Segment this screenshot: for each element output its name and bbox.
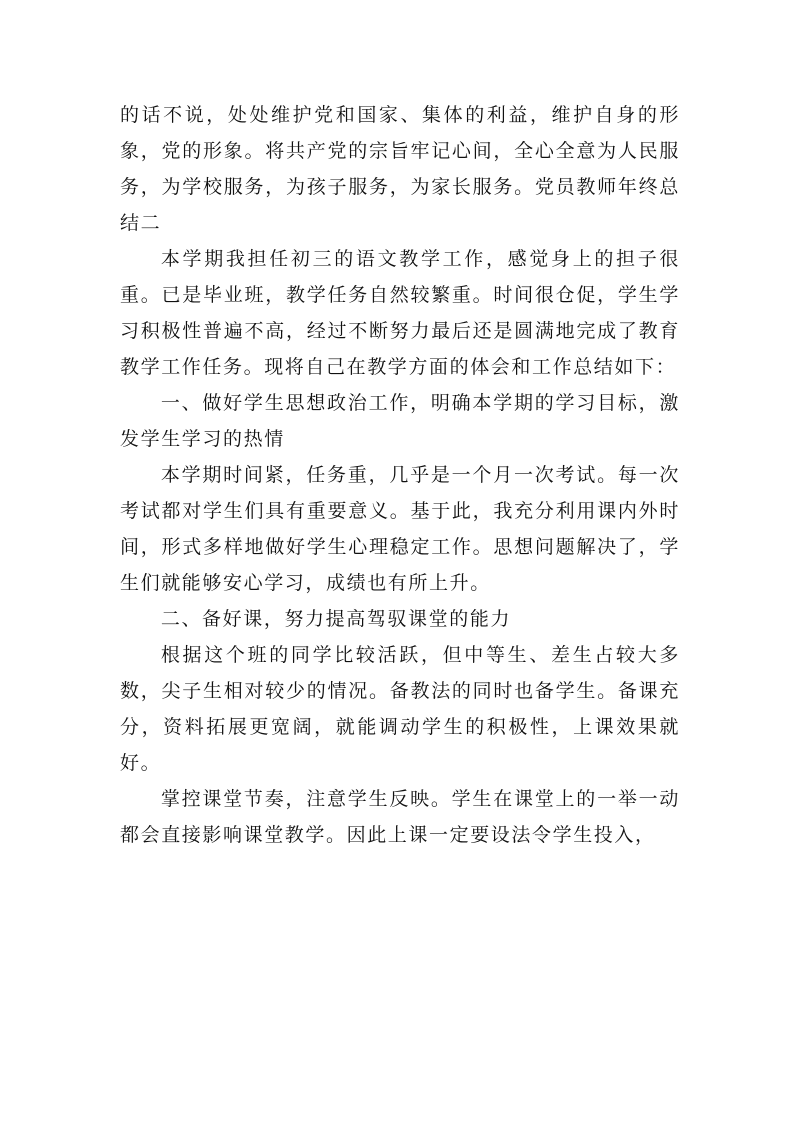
section-heading-1: 一、做好学生思想政治工作，明确本学期的学习目标，激发学生学习的热情 (120, 392, 680, 450)
document-body (120, 97, 680, 853)
paragraph-3: 本学期时间紧，任务重，几乎是一个月一次考试。每一次考试都对学生们具有重要意义。基于此，我充分利用课内外时间，形式多样地做好学生心理稳定工作。思想问题解决了，学生们就能够安心学习，成绩也有所上升。 (120, 464, 680, 594)
paragraph-4: 根据这个班的同学比较活跃，但中等生、差生占较大多数，尖子生相对较少的情况。备教法的同时也备学生。备课充分，资料拓展更宽阔，就能调动学生的积极性，上课效果就好。 (120, 644, 680, 774)
paragraph-1: 的话不说，处处维护党和国家、集体的利益，维护自身的形象，党的形象。将共产党的宗旨牢记心间，全心全意为人民服务，为学校服务，为孩子服务，为家长服务。党员教师年终总结二 (120, 104, 680, 234)
section-heading-2: 二、备好课，努力提高驾驭课堂的能力 (160, 608, 512, 630)
paragraph-5: 掌控课堂节奏，注意学生反映。学生在课堂上的一举一动都会直接影响课堂教学。因此上课一定要设法令学生投入， (120, 788, 680, 846)
paragraph-2: 本学期我担任初三的语文教学工作，感觉身上的担子很重。已是毕业班，教学任务自然较繁重。时间很仓促，学生学习积极性普遍不高，经过不断努力最后还是圆满地完成了教育教学工作任务。现将自己在教学方面的体会和工作总结如下： (120, 248, 680, 378)
